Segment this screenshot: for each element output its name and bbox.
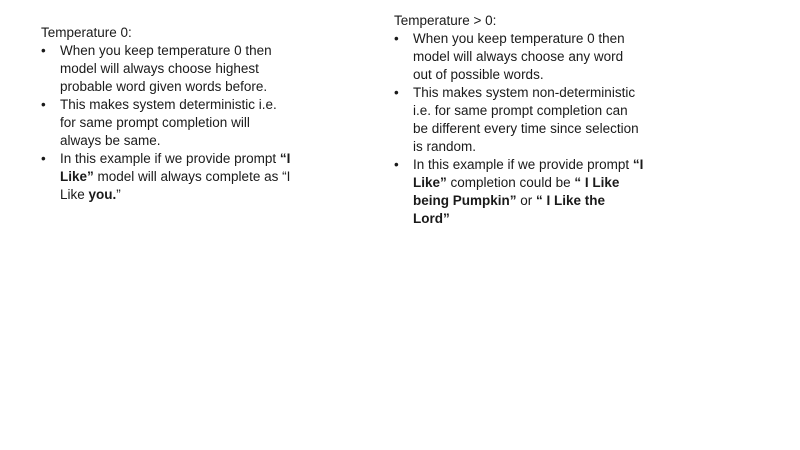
text-run: ”: [116, 187, 121, 202]
text-run: In this example if we provide prompt: [413, 157, 633, 172]
list-item: [41, 150, 291, 204]
left-heading: Temperature 0:: [41, 25, 132, 40]
bold-text-run: you.: [88, 187, 117, 202]
bullet-icon: •: [394, 31, 399, 46]
list-item: [394, 156, 644, 228]
list-item: [41, 42, 291, 96]
bullet-icon: •: [41, 97, 46, 112]
text-run: model will always complete as “I Like: [60, 169, 291, 202]
right-heading: Temperature > 0:: [394, 13, 497, 28]
list-item: [41, 96, 291, 150]
list-item-text: [413, 157, 643, 226]
bullet-icon: •: [394, 157, 399, 172]
right-column: [394, 12, 644, 228]
bullet-icon: •: [394, 85, 399, 100]
bold-text-run: “ I Like the Lord”: [413, 193, 606, 226]
list-item-text: When you keep temperature 0 then model will always choose any word out of possible words.: [413, 31, 625, 82]
text-run: In this example if we provide prompt: [60, 151, 280, 166]
bold-text-run: “I Like”: [60, 151, 291, 184]
list-item-text: [60, 151, 290, 202]
list-item-text: When you keep temperature 0 then model will always choose highest probable word given words before.: [60, 43, 272, 94]
bold-text-run: “I Like”: [413, 157, 644, 190]
left-bullet-list: [41, 42, 291, 204]
list-item: [394, 84, 644, 156]
bullet-icon: •: [41, 43, 46, 58]
list-item-text: This makes system deterministic i.e. for same prompt completion will always be same.: [60, 97, 277, 148]
bold-text-run: “ I Like being Pumpkin”: [413, 175, 620, 208]
text-run: or: [516, 193, 537, 208]
bullet-icon: •: [41, 151, 46, 166]
text-run: completion could be: [446, 175, 575, 190]
left-column: [41, 24, 291, 204]
list-item: [394, 30, 644, 84]
right-bullet-list: [394, 30, 644, 228]
list-item-text: This makes system non-deterministic i.e. for same prompt completion can be different every time since selection is random.: [413, 85, 639, 154]
